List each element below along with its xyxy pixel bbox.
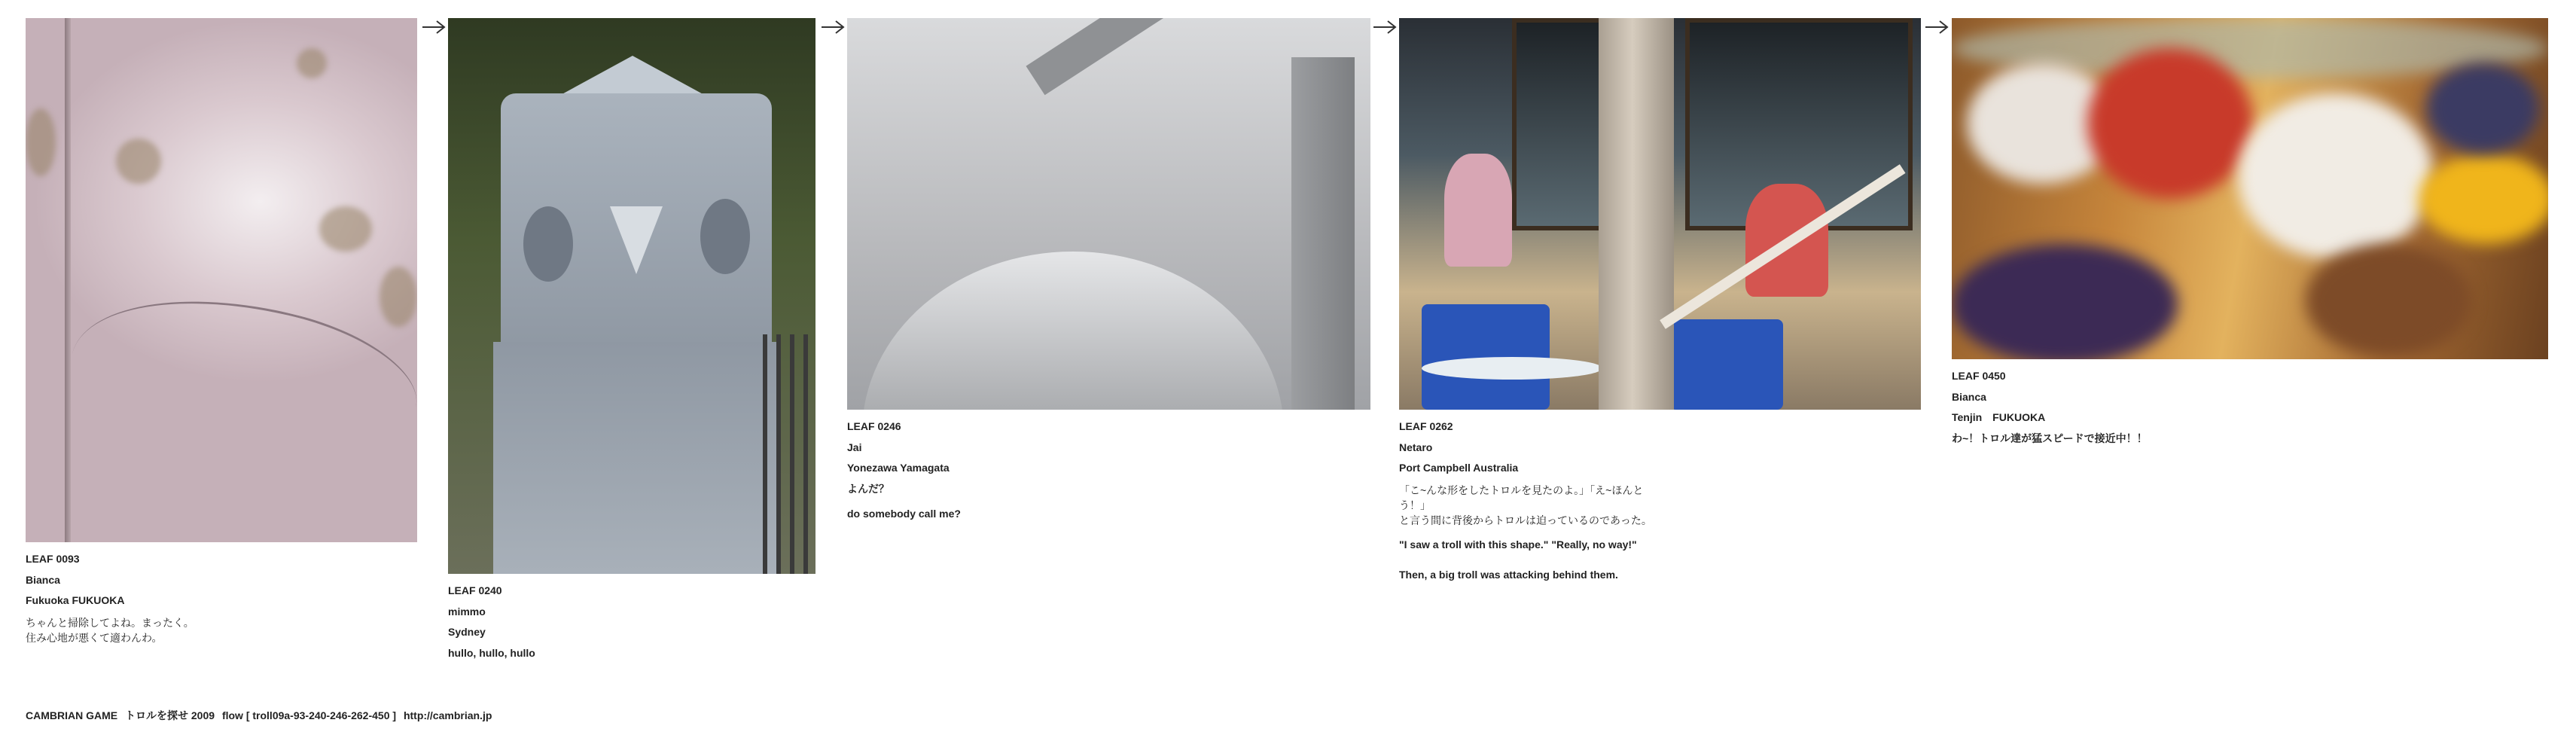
footer-game: CAMBRIAN GAME [26, 709, 118, 721]
leaf-caption [1399, 420, 1655, 581]
leaf-photo-concrete[interactable] [26, 18, 417, 542]
arrow-right-icon [422, 18, 446, 36]
arrow-right-icon [821, 18, 845, 36]
leaf-place: Yonezawa Yamagata [847, 462, 950, 474]
footer-flow: flow [ troll09a-93-240-246-262-450 ] [221, 709, 397, 721]
leaf-panel-0093 [26, 18, 417, 653]
leaf-author: mimmo [448, 605, 486, 618]
leaf-photo-statue[interactable] [448, 18, 815, 574]
leaf-id: LEAF 0240 [448, 584, 502, 596]
leaf-text: わ~！トロル達が猛スピードで接近中！！ [1952, 432, 2148, 444]
leaf-panel-0246 [847, 18, 1370, 529]
leaf-panel-0240 [448, 18, 815, 667]
footer-url-link[interactable]: http://cambrian.jp [403, 709, 492, 721]
leaf-author: Netaro [1399, 441, 1433, 453]
leaf-caption [847, 420, 1370, 521]
leaf-text-en-2: Then, a big troll was attacking behind them. [1399, 568, 1618, 581]
leaf-caption [448, 584, 815, 660]
footer-title: トロルを探せ 2009 [125, 709, 215, 721]
leaf-id: LEAF 0093 [26, 553, 80, 565]
leaf-place: Sydney [448, 626, 486, 638]
arrow-right-icon [1925, 18, 1949, 36]
arrow-right-icon [1373, 18, 1397, 36]
leaf-photo-sculpture[interactable] [847, 18, 1370, 410]
leaf-place: Port Campbell Australia [1399, 462, 1519, 474]
leaf-panel-0450 [1952, 18, 2548, 453]
leaf-text-en: do somebody call me? [847, 508, 961, 520]
leaf-author: Bianca [1952, 390, 1986, 403]
leaf-id: LEAF 0450 [1952, 370, 2006, 382]
leaf-author: Jai [847, 441, 862, 453]
leaf-photo-dancers[interactable] [1952, 18, 2548, 359]
leaf-caption [1952, 370, 2548, 445]
leaf-text: よんだ？ [847, 482, 889, 495]
leaf-text: hullo, hullo, hullo [448, 646, 535, 659]
leaf-id: LEAF 0246 [847, 420, 901, 432]
leaf-text: ちゃんと掃除してよね。まったく。 住み心地が悪くて適わんわ。 [26, 616, 194, 644]
footer [26, 708, 492, 723]
leaf-place: Fukuoka FUKUOKA [26, 594, 125, 606]
leaf-text-en: "I saw a troll with this shape." "Really, no way!" [1399, 538, 1637, 551]
leaf-photo-cafe[interactable] [1399, 18, 1921, 410]
leaf-caption [26, 553, 417, 645]
leaf-id: LEAF 0262 [1399, 420, 1453, 432]
leaf-panel-0262 [1399, 18, 1921, 589]
leaf-place: Tenjin FUKUOKA [1952, 411, 2046, 423]
leaf-text: 「こ~んな形をしたトロルを見たのよ。」「え~ほんとう！」 と言う間に背後からトロルは迫っているのであった。 [1399, 483, 1652, 527]
leaf-author: Bianca [26, 573, 60, 586]
